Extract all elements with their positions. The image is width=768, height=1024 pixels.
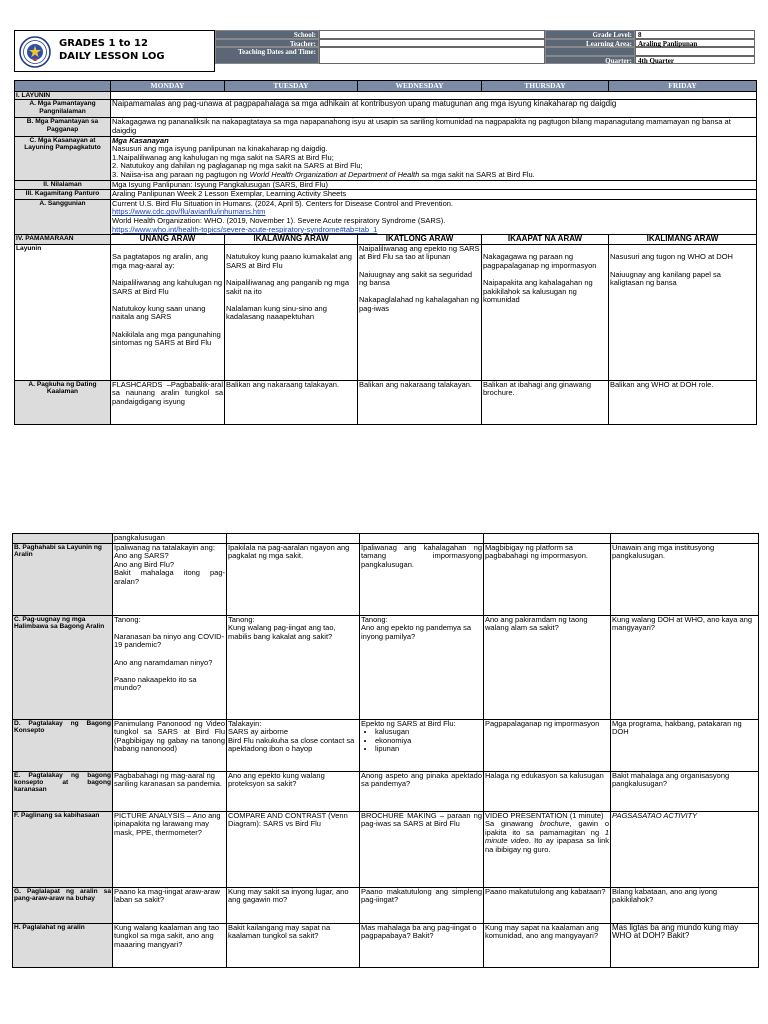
paghahabi-mon bbox=[113, 543, 227, 615]
pagtalakay2-wed: Anong aspeto ang pinaka apektado sa pandemya? bbox=[360, 771, 484, 811]
grade-level-label: Grade Level: bbox=[545, 30, 635, 39]
section-layunin: I. LAYUNIN bbox=[15, 92, 111, 100]
paglalahat-mon: Kung walang kaalaman ang tao tungkol sa mga sakit, ano ang maaaring mangyari? bbox=[113, 923, 227, 967]
layunin-tue bbox=[225, 244, 358, 380]
kasanayan-line-4a: 3. Naiisa-isa ang paraan ng pagtugon ng bbox=[112, 169, 250, 179]
pagkuha-row bbox=[15, 380, 757, 424]
day-wednesday: WEDNESDAY bbox=[358, 81, 482, 92]
layunin-wed-3: Nakapaglalahad ng kahalagahan ng pag-iwas bbox=[359, 295, 480, 313]
pagkuha-continued-label bbox=[13, 534, 113, 544]
grade-level-field[interactable]: 8 bbox=[635, 30, 755, 39]
layunin-mon-4: Nakikilala ang mga pangunahing sintomas ng SARS at Bird Flu bbox=[112, 329, 221, 348]
pagtalakay1-label: D. Pagtalakay ng Bagong Konsepto bbox=[13, 719, 113, 771]
school-row bbox=[215, 30, 755, 39]
paghahabi-mon-3: Ano ang Bird Flu? bbox=[114, 559, 175, 569]
day-header-row bbox=[15, 81, 757, 92]
pagkuha-mon-continued: pangkalusugan bbox=[113, 534, 227, 544]
pagkuha-wed-continued bbox=[360, 534, 484, 544]
deped-seal-icon bbox=[19, 36, 51, 68]
paghahabi-wed: Ipaliwanag ang kahalagahan ng tamang impormasyong pangkalusugan. bbox=[360, 543, 484, 615]
quarter-label: Quarter: bbox=[545, 56, 635, 65]
day-friday: FRIDAY bbox=[609, 81, 757, 92]
kasanayan-heading: Mga Kasanayan bbox=[112, 136, 169, 145]
paglalapat-row bbox=[13, 887, 759, 923]
pagkuha-fri: Balikan ang WHO at DOH role. bbox=[609, 380, 757, 424]
sanggunian-label: A. Sanggunian bbox=[15, 199, 111, 234]
araw-4: IKAAPAT NA ARAW bbox=[482, 235, 609, 245]
layunin-thu-1: Nakagagawa ng paraan ng pagpapalaganap ng impormasyon bbox=[483, 252, 597, 270]
pamantayan-pagganap-row bbox=[15, 118, 757, 136]
layunin-mon-1: Sa pagtatapos ng aralin, ang mga mag-aaral ay: bbox=[112, 252, 208, 270]
pagtalakay1-wed bbox=[360, 719, 484, 771]
pagtalakay2-tue: Ano ang epekto kung walang proteksyon sa sakit? bbox=[227, 771, 360, 811]
pagkuha-tue: Balikan ang nakaraang talakayan. bbox=[225, 380, 358, 424]
kasanayan-row bbox=[15, 136, 757, 180]
day-tuesday: TUESDAY bbox=[225, 81, 358, 92]
pagtalakay1-row bbox=[13, 719, 759, 771]
teacher-field[interactable] bbox=[319, 39, 545, 48]
sanggunian-cell bbox=[111, 199, 757, 234]
paglalapat-fri: Bilang kabataan, ano ang iyong pakikilahok? bbox=[611, 887, 759, 923]
teacher-row bbox=[215, 39, 755, 48]
paguugnay-tue-1: Tanong: bbox=[228, 615, 255, 624]
paglalapat-tue: Kung may sakit sa inyong lugar, ano ang gagawin mo? bbox=[227, 887, 360, 923]
epekto-item-1: • kalusugan bbox=[375, 728, 482, 737]
paglinang-thu-2a: Sa ginawang bbox=[485, 819, 540, 829]
kasanayan-label: C. Mga Kasanayan at Layuning Pampagkatuto bbox=[15, 136, 111, 180]
epekto-item-3: • lipunan bbox=[375, 745, 482, 754]
paghahabi-mon-1: Ipaliwanag na tatalakayin ang: bbox=[114, 543, 215, 552]
pagtalakay2-thu: Halaga ng edukasyon sa kalusugan bbox=[484, 771, 611, 811]
reference-1: Current U.S. Bird Flu Situation in Humans. (2024, April 5). Centers for Disease Control and Prevention. bbox=[112, 199, 453, 208]
paglinang-thu-2d: 1 minute video bbox=[485, 827, 609, 846]
pagtalakay1-tue-3: Bird Flu nakukuha sa close contact sa apektadong ibon o hayop bbox=[228, 735, 355, 754]
paghahabi-mon-4: Bakit mahalaga itong pag-aralan? bbox=[114, 568, 225, 586]
pamantayang-pangnilalaman-text: Naipamamalas ang pag-unawa at pagpapahalaga sa mga adhikain at kontribusyon upang matugunan ang mga isyung kinakaharap ng daigdig bbox=[111, 100, 757, 118]
paguugnay-row bbox=[13, 615, 759, 719]
paguugnay-mon-1: Tanong: bbox=[114, 615, 141, 624]
pamantayan-pagganap-text: Nakagagawa ng pananaliksik na nakapagtataya sa mga napapanahong isyu at usapin sa sariling komunidad na nagpapakita ng pagtugon bilang mapanagutang mamamayan ng bansa at daigdig bbox=[111, 118, 757, 136]
layunin-wed-2: Naiuugnay ang sakit sa seguridad ng bansa bbox=[359, 269, 472, 288]
paguugnay-mon-2: Naranasan ba ninyo ang COVID-19 pandemic? bbox=[114, 631, 225, 650]
kasanayan-line-3: 2. Natutukoy ang dahilan ng paglaganap ng mga sakit na SARS at Bird Flu; bbox=[112, 161, 363, 171]
paguugnay-mon-3: Ano ang naramdaman ninyo? bbox=[114, 657, 213, 667]
kasanayan-line-4b: World Health Organization at Department of Health bbox=[249, 169, 420, 179]
kasanayan-line-2: 1.Naipaliliwanag ang kahulugan ng mga sakit na SARS at Bird Flu; bbox=[112, 152, 334, 162]
day-monday: MONDAY bbox=[111, 81, 225, 92]
layunin-tue-1: Natutukoy kung paano kumakalat ang SARS at Bird Flu bbox=[226, 252, 352, 270]
pagkuha-tue-continued bbox=[227, 534, 360, 544]
araw-2: IKALAWANG ARAW bbox=[225, 235, 358, 245]
pamamaraan-label: IV. PAMAMARAAN bbox=[15, 235, 111, 245]
pamantayang-pangnilalaman-row bbox=[15, 100, 757, 118]
kasanayan-line-1: Nasusuri ang mga isyung panlipunan na kinakaharap ng daigdig. bbox=[112, 144, 328, 154]
layunin-blank bbox=[111, 92, 757, 100]
paglinang-thu-2b: brochure bbox=[539, 819, 570, 829]
paglinang-fri: PAGSASATAO ACTIVITY bbox=[611, 811, 759, 887]
layunin-araw-row bbox=[15, 244, 757, 380]
pamamaraan-row bbox=[15, 235, 757, 245]
school-label: School: bbox=[215, 30, 319, 39]
paghahabi-label: B. Paghahabi sa Layunin ng Aralin bbox=[13, 543, 113, 615]
paguugnay-thu: Ano ang pakiramdam ng taong walang alam sa sakit? bbox=[484, 615, 611, 719]
paguugnay-tue-2: Kung walang pag-iingat ang tao, mabilis bang kakalat ang sakit? bbox=[228, 623, 336, 641]
pagkuha-fri-continued bbox=[611, 534, 759, 544]
dates-row bbox=[215, 47, 755, 64]
kagamitan-label: III. Kagamitang Panturo bbox=[15, 190, 111, 200]
paglinang-row bbox=[13, 811, 759, 887]
layunin-tue-2: Naipaliliwanag ang panganib ng mga sakit na ito bbox=[226, 278, 350, 296]
layunin-tue-3: Nalalaman kung sinu-sino ang kadalasang naaapektuhan bbox=[226, 303, 327, 322]
paglalahat-wed: Mas mahalaga ba ang pag-iingat o pagpapabaya? Bakit? bbox=[360, 923, 484, 967]
layunin-mon bbox=[111, 244, 225, 380]
lesson-table-page-2 bbox=[12, 533, 759, 968]
paguugnay-wed-1: Tanong: bbox=[361, 615, 388, 624]
layunin-fri bbox=[609, 244, 757, 380]
paglalapat-label: G. Paglalapat ng aralin sa pang-araw-araw na buhay bbox=[13, 887, 113, 923]
paglalahat-label: H. Paglalahat ng aralin bbox=[13, 923, 113, 967]
reference-link-2[interactable]: https://www.who.int/health-topics/severe-acute-respiratory-syndrome#tab=tab_1 bbox=[112, 224, 378, 234]
nilalaman-text: Mga Isyung Panlipunan: Isyung Pangkalusugan (SARS, Bird Flu) bbox=[111, 180, 757, 190]
reference-2: World Health Organization: WHO. (2019, November 1). Severe Acute respiratory Syndrome (SARS). bbox=[112, 215, 446, 225]
paghahabi-tue: Ipakilala na pag-aaralan ngayon ang pagkalat ng mga sakit. bbox=[227, 543, 360, 615]
layunin-thu-2: Naipapakita ang kahalagahan ng pakikilahok sa kalusugan ng komunidad bbox=[483, 278, 593, 305]
pagtalakay1-wed-intro: Epekto ng SARS at Bird Flu: bbox=[361, 719, 456, 728]
pagkuha-label: A. Pagkuha ng Dating Kaalaman bbox=[15, 380, 111, 424]
layunin-thu bbox=[482, 244, 609, 380]
nilalaman-row bbox=[15, 180, 757, 190]
paglalapat-mon: Paano ka mag-iingat araw-araw laban sa sakit? bbox=[113, 887, 227, 923]
paguugnay-mon-4: Paano nakaapekto ito sa mundo? bbox=[114, 674, 197, 693]
paglinang-thu-1: VIDEO PRESENTATION (1 minute) bbox=[485, 811, 604, 820]
pagtalakay2-mon: Pagbabahagi ng mag-aaral ng sariling karanasan sa pandemia. bbox=[113, 771, 227, 811]
pagkuha-wed: Balikan ang nakaraang talakayan. bbox=[358, 380, 482, 424]
layunin-fri-1: Nasusuri ang tugon ng WHO at DOH bbox=[610, 252, 733, 262]
paglinang-wed: BROCHURE MAKING – paraan ng pag-iwas sa SARS at Bird Flu bbox=[360, 811, 484, 887]
paghahabi-fri: Unawain ang mga institusyong pangkalusugan. bbox=[611, 543, 759, 615]
quarter-field[interactable]: 4th Quarter bbox=[635, 56, 755, 65]
epekto-item-2: • ekonomiya bbox=[375, 737, 482, 746]
paghahabi-mon-2: Ano ang SARS? bbox=[114, 551, 169, 561]
paglalahat-tue: Bakit kailangang may sapat na kaalaman tungkol sa sakit? bbox=[227, 923, 360, 967]
pagkuha-continued-row bbox=[13, 534, 759, 544]
pagtalakay1-tue-1: Talakayin: bbox=[228, 719, 262, 728]
pagtalakay1-tue bbox=[227, 719, 360, 771]
lesson-table-page-1 bbox=[14, 80, 757, 425]
epekto-list bbox=[375, 728, 482, 754]
paglinang-thu-2c: , gawin o ipakita ito sa pamamagitan ng bbox=[485, 819, 609, 837]
araw-1: UNANG ARAW bbox=[111, 235, 225, 245]
paguugnay-mon bbox=[113, 615, 227, 719]
paguugnay-label: C. Pag-uugnay ng mga Halimbawa sa Bagong Aralin bbox=[13, 615, 113, 719]
paglinang-thu bbox=[484, 811, 611, 887]
paghahabi-thu: Magbibigay ng platform sa pagbabahagi ng impormasyon. bbox=[484, 543, 611, 615]
school-field[interactable] bbox=[319, 30, 545, 39]
blank-value bbox=[635, 47, 755, 56]
paglinang-mon: PICTURE ANALYSIS – Ano ang ipinapakita ng larawang may mask, PPE, thermometer? bbox=[113, 811, 227, 887]
kasanayan-cell bbox=[111, 136, 757, 180]
title-line-2: DAILY LESSON LOG bbox=[59, 51, 165, 62]
dates-field[interactable] bbox=[319, 47, 545, 64]
kasanayan-line-4 bbox=[112, 171, 755, 180]
pamantayang-pangnilalaman-label: A. Mga Pamantayang Pangnilalaman bbox=[15, 100, 111, 118]
log-title bbox=[59, 37, 165, 63]
paghahabi-row bbox=[13, 543, 759, 615]
pagtalakay1-fri: Mga programa, hakbang, patakaran ng DOH bbox=[611, 719, 759, 771]
araw-5: IKALIMANG ARAW bbox=[609, 235, 757, 245]
paglinang-tue: COMPARE AND CONTRAST (Venn Diagram): SARS vs Bird Flu bbox=[227, 811, 360, 887]
kagamitan-text: Araling Panlipunan Week 2 Lesson Exemplar, Learning Activity Sheets bbox=[111, 190, 757, 200]
pagkuha-mon: FLASHCARDS –Pagbabalik-aral sa naunang aralin tungkol sa pandaigdigang isyung bbox=[111, 380, 225, 424]
kagamitan-row bbox=[15, 190, 757, 200]
paguugnay-tue bbox=[227, 615, 360, 719]
pagtalakay2-fri: Bakit mahalaga ang organisasyong pangkalusugan? bbox=[611, 771, 759, 811]
sanggunian-row bbox=[15, 199, 757, 234]
pagtalakay2-label: E. Pagtalakay ng bagong konsepto at bagong karanasan bbox=[13, 771, 113, 811]
pagkuha-thu: Balikan at ibahagi ang ginawang brochure. bbox=[482, 380, 609, 424]
reference-link-1[interactable]: https://www.cdc.gov/flu/avianflu/inhumans.htm bbox=[112, 207, 266, 217]
paglalahat-thu: Kung may sapat na kaalaman ang komunidad, ano ang mangyayari? bbox=[484, 923, 611, 967]
pagtalakay1-mon: Panimulang Panonood ng Video tungkol sa SARS at Bird Flu (Pagbibigay ng gabay na tanong habang nanonood) bbox=[113, 719, 227, 771]
paglinang-label: F. Paglinang sa kabihasaan bbox=[13, 811, 113, 887]
layunin-fri-2: Naiuugnay ang kanilang papel sa kaligtasan ng bansa bbox=[610, 269, 721, 288]
day-thursday: THURSDAY bbox=[482, 81, 609, 92]
paglinang-thu-2 bbox=[485, 820, 609, 854]
pagtalakay1-thu: Pagpapalaganap ng impormasyon bbox=[484, 719, 611, 771]
lesson-log-header bbox=[14, 30, 756, 72]
paglalahat-row bbox=[13, 923, 759, 967]
layunin-wed bbox=[358, 244, 482, 380]
paglalapat-wed: Paano makatutulong ang simpleng pag-iingat? bbox=[360, 887, 484, 923]
layunin-row bbox=[15, 92, 757, 100]
paguugnay-fri: Kung walang DOH at WHO, ano kaya ang mangyayari? bbox=[611, 615, 759, 719]
pagtalakay2-row bbox=[13, 771, 759, 811]
kasanayan-line-4c: sa mga sakit na SARS at Bird Flu. bbox=[419, 169, 535, 179]
dates-label: Teaching Dates and Time: bbox=[215, 47, 319, 64]
araw-3: IKATLONG ARAW bbox=[358, 235, 482, 245]
pamantayan-pagganap-label: B. Mga Pamantayan sa Pagganap bbox=[15, 118, 111, 136]
pagtalakay1-tue-2: SARS ay airborne bbox=[228, 727, 289, 737]
nilalaman-label: II. Nilalaman bbox=[15, 180, 111, 190]
layunin-araw-label: Layunin bbox=[15, 244, 111, 380]
blank-label bbox=[545, 47, 635, 56]
pagkuha-thu-continued bbox=[484, 534, 611, 544]
learning-area-field[interactable]: Araling Panlipunan bbox=[635, 39, 755, 48]
paglalapat-thu: Paano makatutulong ang kabataan? bbox=[484, 887, 611, 923]
paguugnay-wed bbox=[360, 615, 484, 719]
layunin-wed-1: Naipaliliwanag ang epekto ng SARS at Bird Flu sa tao at lipunan bbox=[359, 244, 480, 262]
layunin-mon-3: Natutukoy kung saan unang naitala ang SARS bbox=[112, 303, 206, 322]
paglinang-thu-2e: . Ito ay ipapasa sa link na ibibigay ng guro. bbox=[485, 836, 609, 854]
layunin-mon-2: Naipaliliwanag ang kahulugan ng SARS at Bird Flu bbox=[112, 278, 223, 296]
learning-area-label: Learning Area: bbox=[545, 39, 635, 48]
paguugnay-wed-2: Ano ang epekto ng pandemya sa inyong pamilya? bbox=[361, 623, 472, 641]
paglalahat-fri: Mas ligtas ba ang mundo kung may WHO at DOH? Bakit? bbox=[611, 923, 759, 967]
logo-title-cell bbox=[14, 30, 215, 72]
teacher-label: Teacher: bbox=[215, 39, 319, 48]
corner-cell bbox=[15, 81, 111, 92]
title-line-1: GRADES 1 to 12 bbox=[59, 38, 148, 49]
